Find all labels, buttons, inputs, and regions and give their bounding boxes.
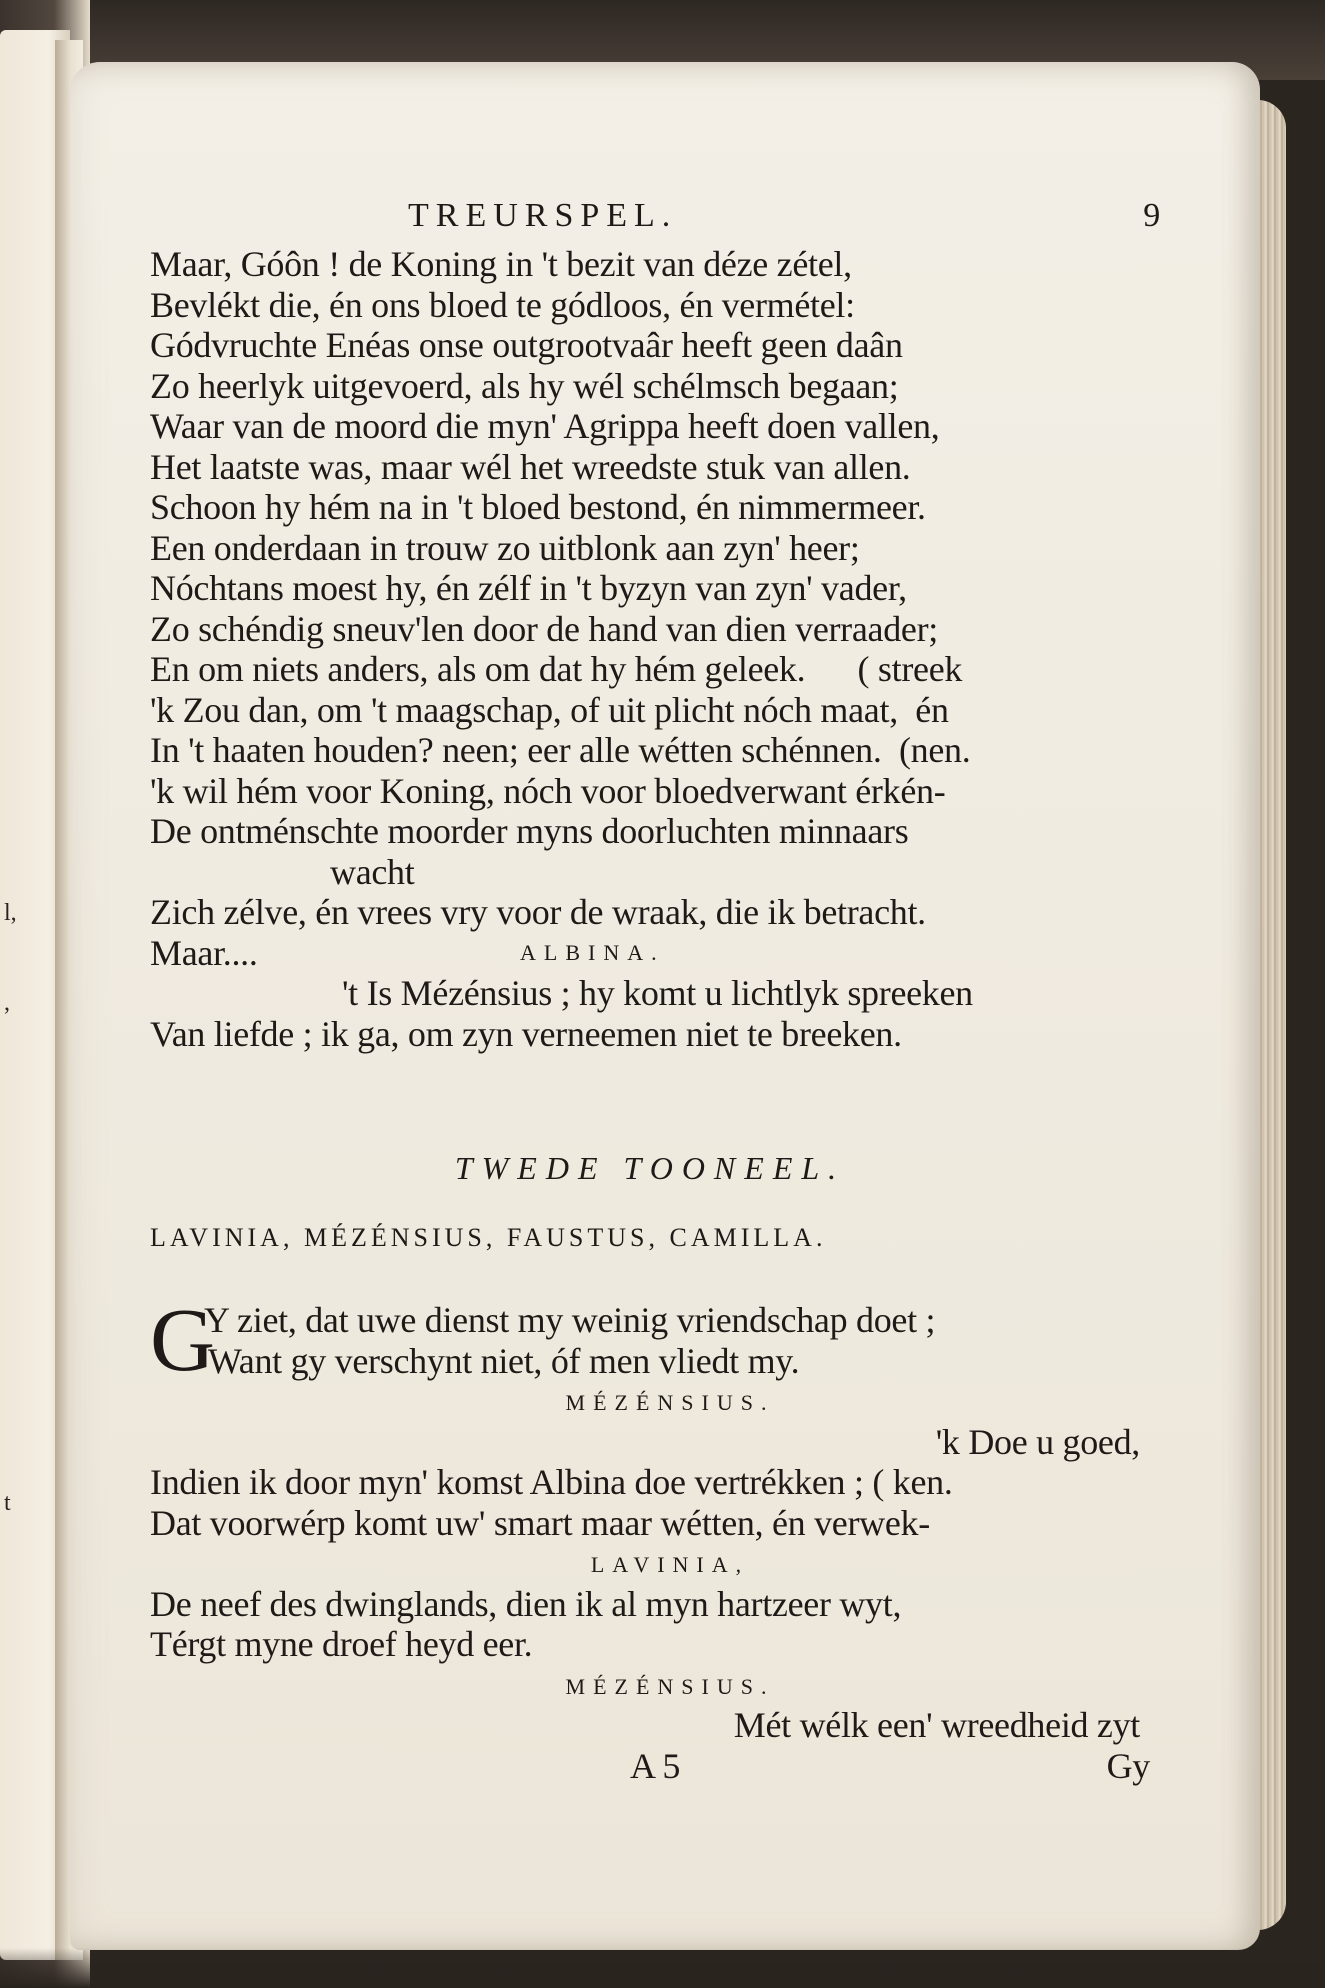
verse-line: Een onderdaan in trouw zo uitblonk aan zyn' heer; <box>150 527 860 568</box>
verse-line: Schoon hy hém na in 't bloed bestond, én nimmermeer. <box>150 487 926 527</box>
speech-mezensius-1 <box>150 1422 1150 1544</box>
speech-lavinia-opening <box>150 1291 1150 1390</box>
verse-line: Want gy verschynt niet, óf men vliedt my. <box>208 1340 800 1381</box>
verse-line: Maar, Góôn ! de Koning in 't bezit van déze zétel, <box>150 244 852 284</box>
verse-line-turnover: wacht <box>330 851 415 892</box>
running-header <box>150 196 1160 244</box>
signature-mark: A 5 <box>630 1745 681 1786</box>
drop-capital: G <box>150 1291 215 1390</box>
verse-line: Térgt myne droef heyd eer. <box>150 1624 533 1664</box>
verse-line: En om niets anders, als om dat hy hém geleek. ( streek <box>150 649 963 689</box>
speaker-label-mezensius: MÉZÉNSIUS. <box>565 1673 775 1699</box>
speaker-label-mezensius: MÉZÉNSIUS. <box>565 1390 775 1415</box>
dramatis-personae: LAVINIA, MÉZÉNSIUS, FAUSTUS, CAMILLA. <box>150 1223 827 1252</box>
speech-lavinia-1 <box>150 244 1150 973</box>
verse-line: Y ziet, dat uwe dienst my weinig vriendschap doet ; <box>204 1300 936 1340</box>
speech-albina <box>150 973 1150 1054</box>
verse-line: Dat voorwérp komt uw' smart maar wétten, én verwek- <box>150 1502 930 1543</box>
verse-line: In 't haaten houden? neen; eer alle wétten schénnen. (nen. <box>150 730 971 770</box>
facing-page-fragment: l, <box>4 900 17 926</box>
running-title: TREURSPEL. <box>408 197 678 234</box>
verse-line: Zo heerlyk uitgevoerd, als hy wél schélmsch begaan; <box>150 365 899 406</box>
verse-line: Indien ik door myn' komst Albina doe vertrékken ; ( ken. <box>150 1462 953 1502</box>
facing-page-fragment: , <box>4 990 10 1016</box>
verse-line: Bevlékt die, én ons bloed te gódloos, én vermétel: <box>150 284 855 325</box>
facing-page-fragment: t <box>4 1490 11 1516</box>
verse-line: Zo schéndig sneuv'len door de hand van dien verraader; <box>150 608 938 649</box>
verse-line: Waar van de moord die myn' Agrippa heeft doen vallen, <box>150 406 940 446</box>
verse-line: 't Is Mézénsius ; hy komt u lichtlyk spreeken <box>342 973 973 1013</box>
speaker-label-lavinia: LAVINIA, <box>590 1552 750 1577</box>
scene-heading: TWEDE TOONEEL. <box>454 1150 846 1186</box>
verse-line: De ontménschte moorder myns doorluchten minnaars <box>150 811 909 851</box>
verse-line: Gódvruchte Enéas onse outgrootvaâr heeft geen daân <box>150 325 903 365</box>
verse-line: Van liefde ; ik ga, om zyn verneemen niet te breeken. <box>150 1013 902 1054</box>
page-footer <box>150 1746 1150 1790</box>
catchword: Gy <box>1106 1745 1150 1786</box>
verse-line-with-speaker <box>150 933 1150 974</box>
verse-line-continuation: Mét wélk een' wreedheid zyt <box>733 1705 1140 1745</box>
verse-line-continuation: 'k Doe u goed, <box>935 1421 1140 1462</box>
page-number: 9 <box>1143 197 1160 234</box>
verse-fragment: Maar.... <box>150 932 258 973</box>
speech-lavinia-2 <box>150 1584 1150 1665</box>
verse-line: De neef des dwinglands, dien ik al myn hartzeer wyt, <box>150 1583 902 1624</box>
verse-line: Zich zélve, én vrees vry voor de wraak, die ik betracht. <box>150 892 926 932</box>
verse-line: 'k Zou dan, om 't maagschap, of uit plicht nóch maat, én <box>150 689 949 730</box>
verse-line: Het laatste was, maar wél het wreedste stuk van allen. <box>150 446 911 487</box>
verse-line: 'k wil hém voor Koning, nóch voor bloedverwant érkén- <box>150 770 946 811</box>
verse-line: Nóchtans moest hy, én zélf in 't byzyn van zyn' vader, <box>150 568 907 608</box>
speaker-label-albina: ALBINA. <box>520 939 665 965</box>
page-text-block <box>150 196 1160 1790</box>
bottom-shadow <box>0 1948 1325 1988</box>
